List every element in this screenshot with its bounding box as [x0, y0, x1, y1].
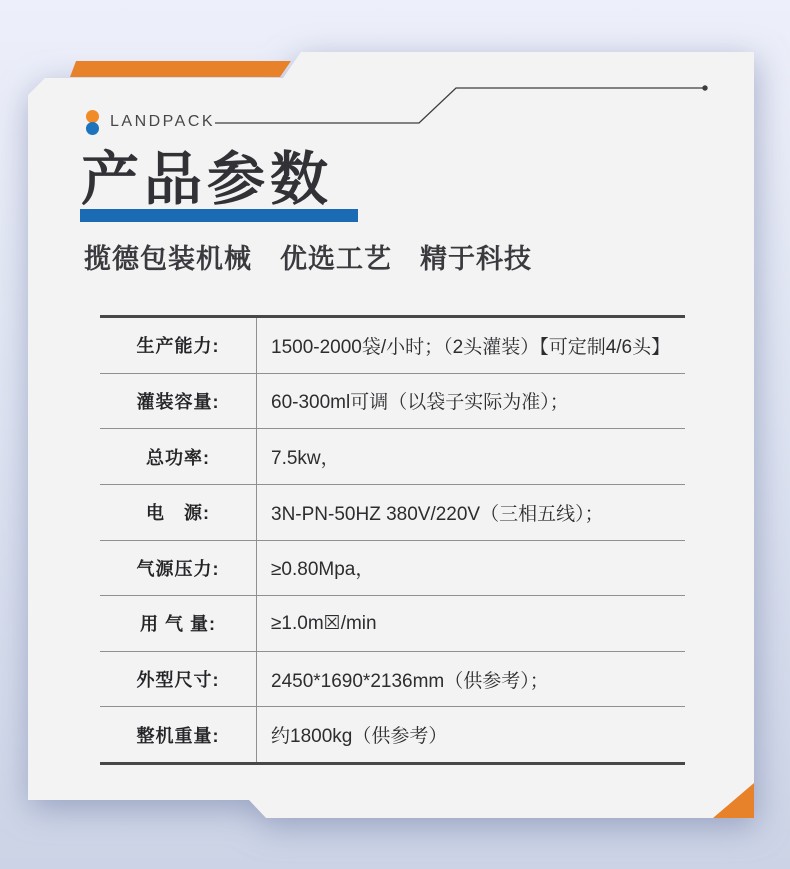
- spec-row-value: 3N-PN-50HZ 380V/220V（三相五线）；: [271, 503, 604, 525]
- brand-name: LANDPACK: [110, 113, 216, 130]
- spec-row-value: 2450*1690*2136mm（供参考）；: [271, 670, 549, 692]
- table-row: [100, 428, 685, 484]
- spec-row-label: 外型尺寸:: [100, 652, 257, 707]
- spec-row-label: 生产能力:: [100, 318, 257, 373]
- orange-top-band: [70, 61, 291, 77]
- zigzag-line-icon: [210, 84, 715, 129]
- spec-row-label: 气源压力:: [100, 541, 257, 596]
- spec-row-value: 7.5kw，: [271, 448, 340, 470]
- spec-row-label: 总功率:: [100, 429, 257, 484]
- spec-row-value: 60-300ml可调（以袋子实际为准）；: [271, 392, 569, 414]
- spec-row-value: ≥1.0m☒/min: [271, 612, 377, 634]
- spec-row-value: ≥0.80Mpa，: [271, 559, 375, 581]
- page-title: 产品参数: [81, 147, 334, 212]
- spec-row-label: 电 源:: [100, 485, 257, 540]
- table-row: [100, 540, 685, 596]
- spec-row-value: 1500-2000袋/小时；（2头灌装）【可定制4/6头】: [271, 336, 671, 358]
- spec-row-label: 用 气 量:: [100, 596, 257, 651]
- table-row: [100, 373, 685, 429]
- table-row: [100, 484, 685, 540]
- spec-table: [100, 315, 685, 765]
- spec-row-label: 整机重量:: [100, 707, 257, 762]
- logo-dot-blue-icon: [86, 122, 99, 135]
- table-row: [100, 595, 685, 651]
- page-subtitle: 揽德包装机械 优选工艺 精于科技: [84, 244, 532, 274]
- table-row: [100, 651, 685, 707]
- table-row: [100, 318, 685, 373]
- spec-row-value: 约1800kg（供参考）: [271, 726, 448, 748]
- table-row: [100, 706, 685, 762]
- spec-row-label: 灌装容量:: [100, 374, 257, 429]
